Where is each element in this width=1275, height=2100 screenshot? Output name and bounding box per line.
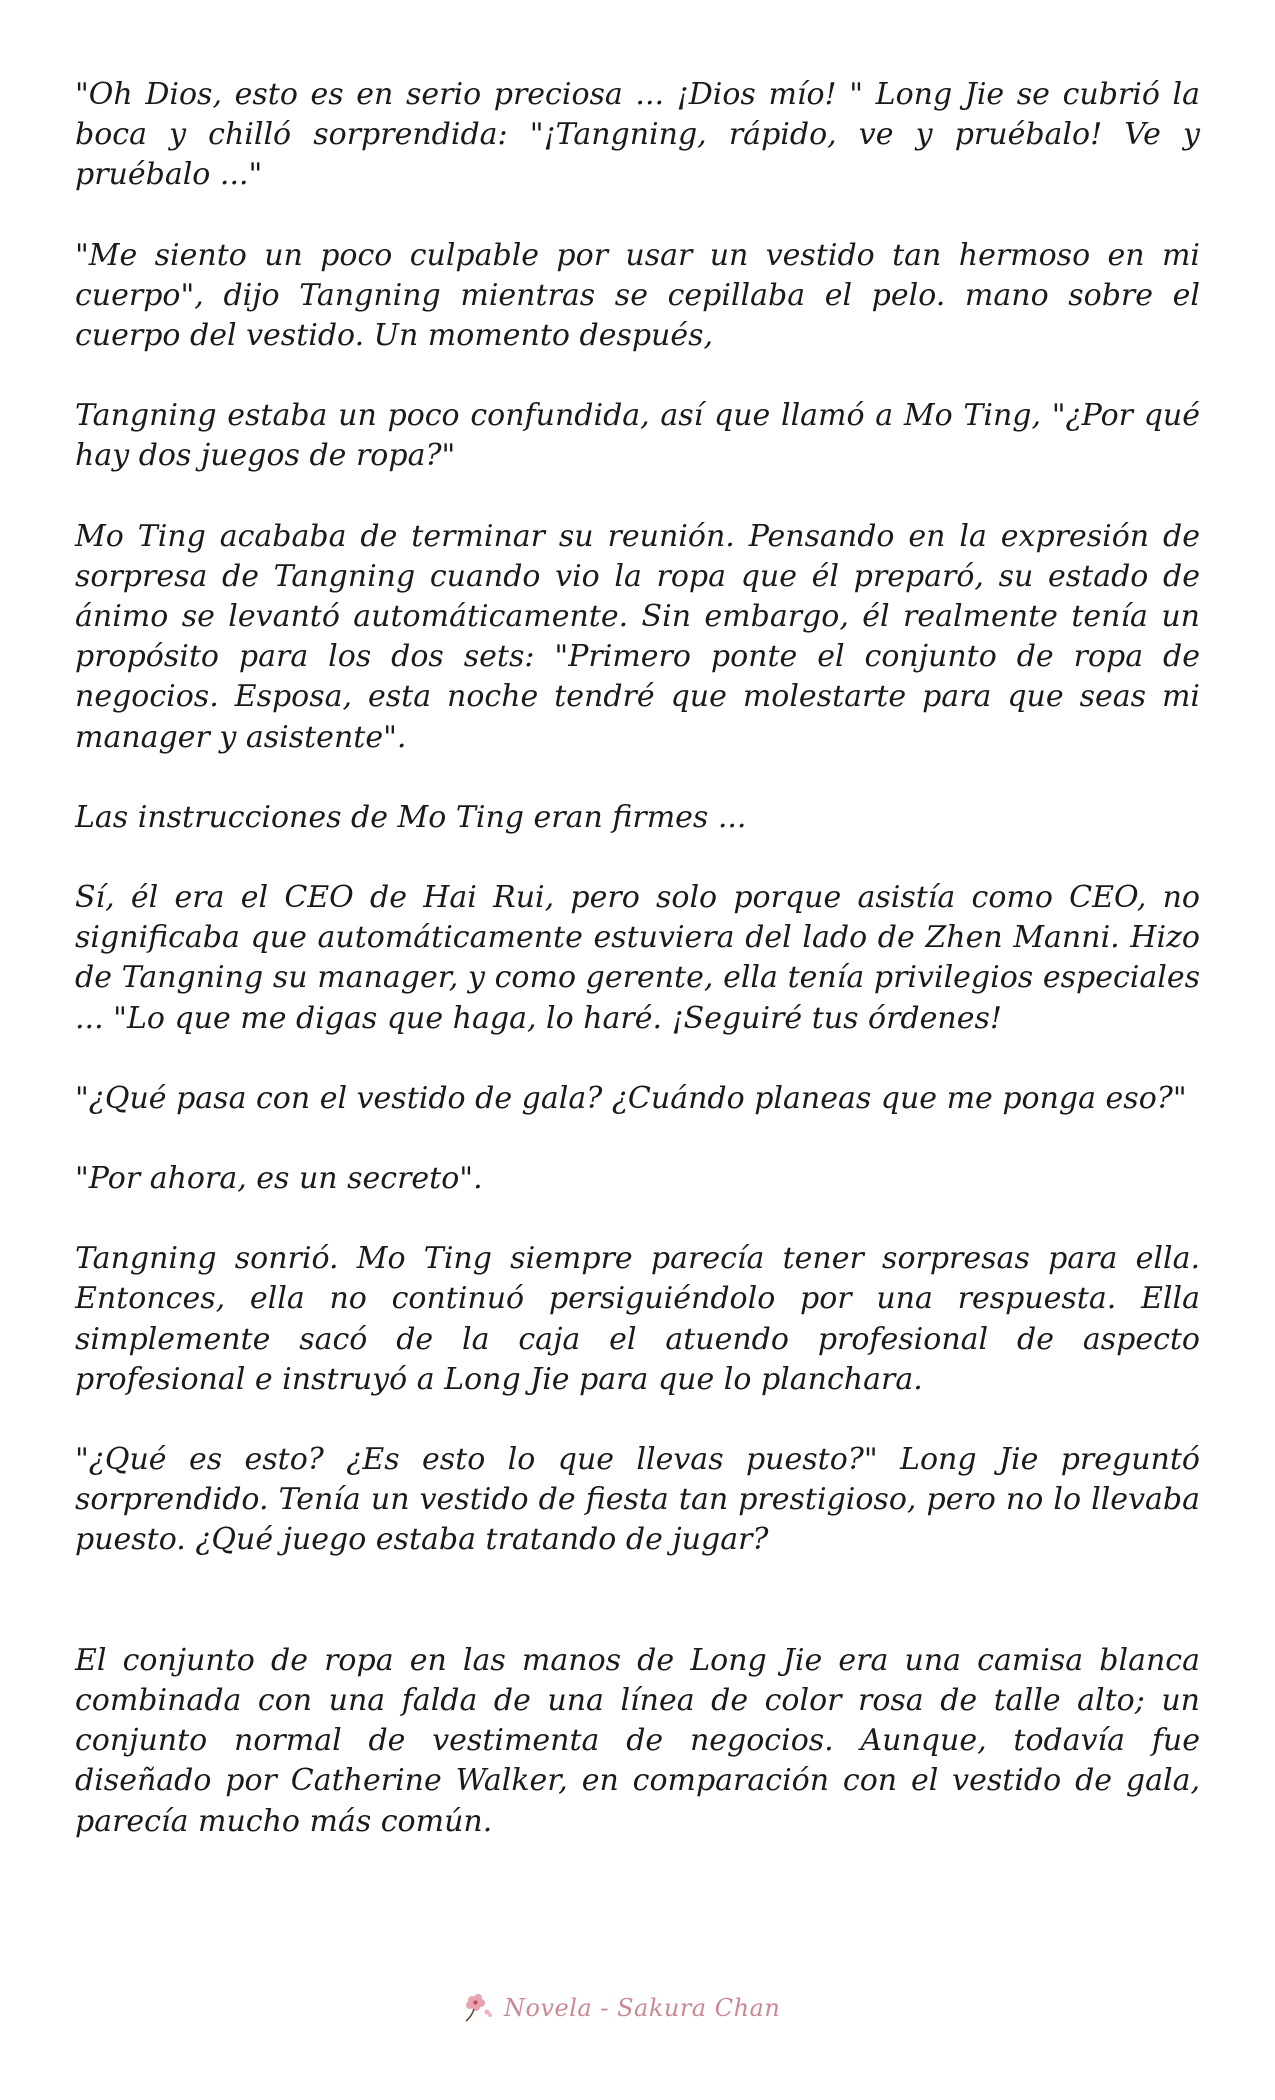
sakura-flower-icon	[460, 1990, 496, 2026]
paragraph-9: Tangning sonrió. Mo Ting siempre parecía tener sorpresas para ella. Entonces, ella no continuó persiguiéndolo por una respuesta. Ella simplemente sacó de la caja el atuendo profesional de aspecto profesional e instruyó a Long Jie para que lo planchara.	[75, 1241, 1210, 1397]
paragraph-1: "Oh Dios, esto es en serio preciosa ... ¡Dios mío! " Long Jie se cubrió la boca y chilló sorprendida: "¡Tangning, rápido, ve y pruébalo! Ve y pruébalo ..."	[75, 77, 1210, 193]
watermark	[460, 1988, 780, 2028]
paragraph-6: Sí, él era el CEO de Hai Rui, pero solo porque asistía como CEO, no significaba que automáticamente estuviera del lado de Zhen Manni. Hizo de Tangning su manager, y como gerente, ella tenía privilegios especiales ... "Lo que me digas que haga, lo haré. ¡Seguiré tus órdenes!	[75, 880, 1210, 1036]
paragraph-7: "¿Qué pasa con el vestido de gala? ¿Cuándo planeas que me ponga eso?"	[75, 1080, 1187, 1116]
paragraph-10: "¿Qué es esto? ¿Es esto lo que llevas puesto?" Long Jie preguntó sorprendido. Tenía un vestido de fiesta tan prestigioso, pero no lo llevaba puesto. ¿Qué juego estaba tratando de jugar?	[75, 1442, 1210, 1558]
watermark-text: Novela - Sakura Chan	[504, 1994, 781, 2022]
paragraph-8: "Por ahora, es un secreto".	[75, 1161, 483, 1197]
document-body	[75, 75, 1210, 1882]
paragraph-3: Tangning estaba un poco confundida, así que llamó a Mo Ting, "¿Por qué hay dos juegos de ropa?"	[75, 398, 1210, 474]
paragraph-2: "Me siento un poco culpable por usar un vestido tan hermoso en mi cuerpo", dijo Tangning mientras se cepillaba el pelo. mano sobre el cuerpo del vestido. Un momento después,	[75, 237, 1210, 354]
paragraph-5: Las instrucciones de Mo Ting eran firmes ...	[75, 799, 747, 835]
paragraph-4: Mo Ting acababa de terminar su reunión. Pensando en la expresión de sorpresa de Tangning cuando vio la ropa que él preparó, su estado de ánimo se levantó automáticamente. Sin embargo, él realmente tenía un propósito para los dos sets: "Primero ponte el conjunto de ropa de negocios. Esposa, esta noche tendré que molestarte para que seas mi manager y asistente".	[75, 518, 1210, 755]
paragraph-11: El conjunto de ropa en las manos de Long Jie era una camisa blanca combinada con una falda de una línea de color rosa de talle alto; un conjunto normal de vestimenta de negocios. Aunque, todavía fue diseñado por Catherine Walker, en comparación con el vestido de gala, parecía mucho más común.	[75, 1642, 1210, 1839]
